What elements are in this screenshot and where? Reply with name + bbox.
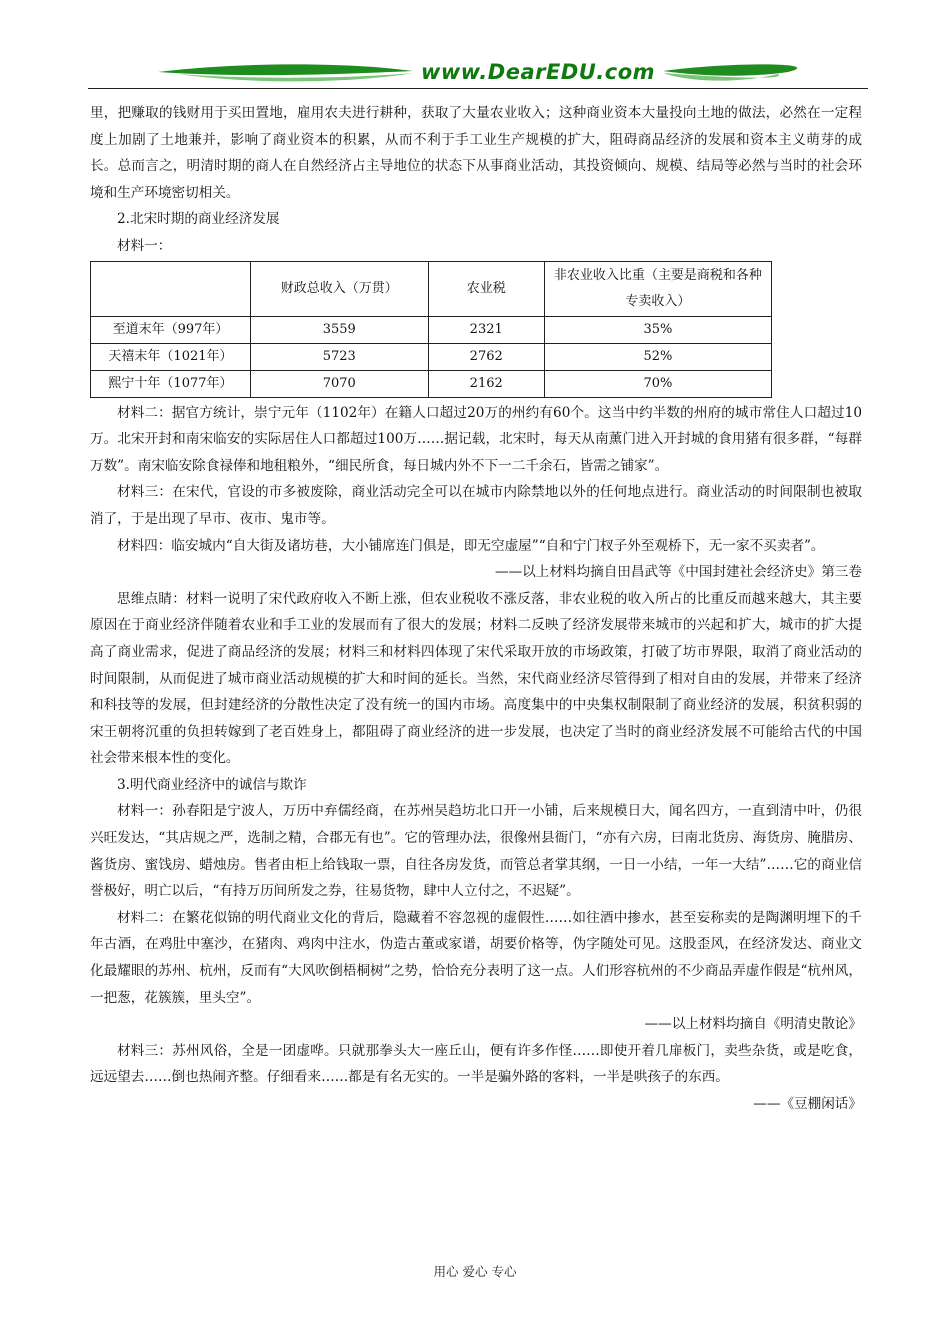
site-logo[interactable]: www.DearEDU.com bbox=[420, 60, 656, 84]
table-cell: 至道末年（997年） bbox=[91, 316, 251, 343]
page-footer: 用心 爱心 专心 bbox=[433, 1264, 517, 1279]
material-paragraph-3: 材料三：在宋代，官设的市多被废除，商业活动完全可以在城市内除禁地以外的任何地点进行。商业活动的时间限制也被取消了，于是出现了早市、夜市、鬼市等。 bbox=[90, 484, 862, 527]
page-header bbox=[88, 58, 868, 94]
table-cell: 70% bbox=[544, 370, 771, 397]
table-header-cell-nonagri-ratio: 非农业收入比重（主要是商税和各种专卖收入） bbox=[544, 261, 771, 316]
table-header-row bbox=[91, 261, 772, 316]
table-row bbox=[91, 343, 772, 370]
paragraph-intro: 里，把赚取的钱财用于买田置地，雇用农夫进行耕种，获取了大量农业收入；这种商业资本大量投向土地的做法，必然在一定程度上加剧了土地兼并，影响了商业资本的积累，从而不利于手工业生产规模的扩大，阻碍商品经济的发展和资本主义萌芽的成长。总而言之，明清时期的商人在自然经济占主导地位的状态下从事商业活动，其投资倾向、规模、结局等必然与当时的社会环境和生产环境密切相关。 bbox=[90, 105, 862, 201]
section-heading-2: 2.北宋时期的商业经济发展 bbox=[117, 211, 280, 228]
revenue-table bbox=[90, 261, 772, 398]
table-cell: 52% bbox=[544, 343, 771, 370]
document-body bbox=[90, 100, 862, 1118]
table-cell: 3559 bbox=[250, 316, 428, 343]
table-header-cell-agri-tax: 农业税 bbox=[428, 261, 544, 316]
table-cell: 2162 bbox=[428, 370, 544, 397]
table-cell: 2321 bbox=[428, 316, 544, 343]
source-citation-2: ——以上材料均摘自《明清史散论》 bbox=[644, 1016, 862, 1033]
table-cell: 7070 bbox=[250, 370, 428, 397]
source-citation-3: ——《豆棚闲话》 bbox=[753, 1096, 862, 1112]
table-cell: 2762 bbox=[428, 343, 544, 370]
section-heading-3: 3.明代商业经济中的诚信与欺诈 bbox=[117, 776, 307, 793]
table-row bbox=[91, 316, 772, 343]
source-citation-1: ——以上材料均摘自田昌武等《中国封建社会经济史》第三卷 bbox=[494, 564, 862, 581]
table-cell: 熙宁十年（1077年） bbox=[91, 370, 251, 397]
material-label-1: 材料一： bbox=[117, 237, 172, 254]
table-cell: 天禧末年（1021年） bbox=[91, 343, 251, 370]
header-divider bbox=[88, 88, 868, 89]
section3-material-3: 材料三：苏州风俗，全是一团虚哗。只就那拳头大一座丘山，便有许多作怪……即使开着几扉板门，卖些杂货，或是吃食，远远望去……倒也热闹齐整。仔细看来……都是有名无实的。一半是骗外路的客料，一半是哄孩子的东西。 bbox=[90, 1042, 862, 1086]
table-header-cell-empty bbox=[91, 261, 251, 316]
material-paragraph-4: 材料四：临安城内“自大街及诸坊巷，大小铺席连门俱是，即无空虚屋”“自和宁门杈子外至观桥下，无一家不买卖者”。 bbox=[117, 537, 825, 554]
analysis-paragraph: 思维点睛：材料一说明了宋代政府收入不断上涨，但农业税收不涨反落，非农业税的收入所占的比重反而越来越大，其主要原因在于商业经济伴随着农业和手工业的发展而有了很大的发展；材料二反映了经济发展带来城市的兴起和扩大，城市的扩大提高了商业需求，促进了商品经济的发展；材料三和材料四体现了宋代采取开放的市场政策，打破了坊市界限，取消了商业活动的时间限制，从而促进了城市商业活动规模的扩大和时间的延长。当然，宋代商业经济尽管得到了相对自由的发展，并带来了经济和科技等的发展，但封建经济的分散性决定了没有统一的国内市场。高度集中的中央集权制限制了商业经济的发展，积贫积弱的宋王朝将沉重的负担转嫁到了老百姓身上，都阻碍了商业经济的进一步发展，也决定了当时的商业经济发展不可能给古代的中国社会带来根本性的变化。 bbox=[90, 590, 862, 767]
section3-material-2: 材料二：在繁花似锦的明代商业文化的背后，隐藏着不容忽视的虚假性……如往酒中掺水，甚至妄称卖的是陶渊明埋下的千年古酒，在鸡肚中塞沙，在猪肉、鸡肉中注水，伪造古董或家谱，胡要价格等，伪字随处可见。这股歪风，在经济发达、商业文化最耀眼的苏州、杭州，反而有“大风吹倒梧桐树”之势，恰恰充分表明了这一点。人们形容杭州的不少商品弄虚作假是“杭州风，一把葱，花簇簇，里头空”。 bbox=[90, 909, 862, 1006]
material-paragraph-2: 材料二：据官方统计，崇宁元年（1102年）在籍人口超过20万的州约有60个。这当中约半数的州府的城市常住人口超过10万。北宋开封和南宋临安的实际居住人口都超过100万……据记载，北宋时，每天从南薰门进入开封城的食用猪有很多群，“每群万数”。南宋临安除食禄俸和地租粮外，“细民所食，每日城内外不下一二千余石，皆需之铺家”。 bbox=[90, 404, 862, 474]
table-header-cell-total: 财政总收入（万贯） bbox=[250, 261, 428, 316]
table-cell: 35% bbox=[544, 316, 771, 343]
section3-material-1: 材料一：孙春阳是宁波人，万历中弃儒经商，在苏州吴趋坊北口开一小铺，后来规模日大，闻名四方，一直到清中叶，仍很兴旺发达，“其店规之严，选制之精，合郡无有也”。它的管理办法，很像州县衙门，“亦有六房，曰南北货房、海货房、腌腊房、酱货房、蜜饯房、蜡烛房。售者由柜上给钱取一票，自往各房发货，而管总者掌其纲，一日一小结，一年一大结”……它的商业信誉极好，明亡以后，“有持万历间所发之券，往易货物，肆中人立付之，不迟疑”。 bbox=[90, 803, 862, 900]
table-cell: 5723 bbox=[250, 343, 428, 370]
table-row bbox=[91, 370, 772, 397]
